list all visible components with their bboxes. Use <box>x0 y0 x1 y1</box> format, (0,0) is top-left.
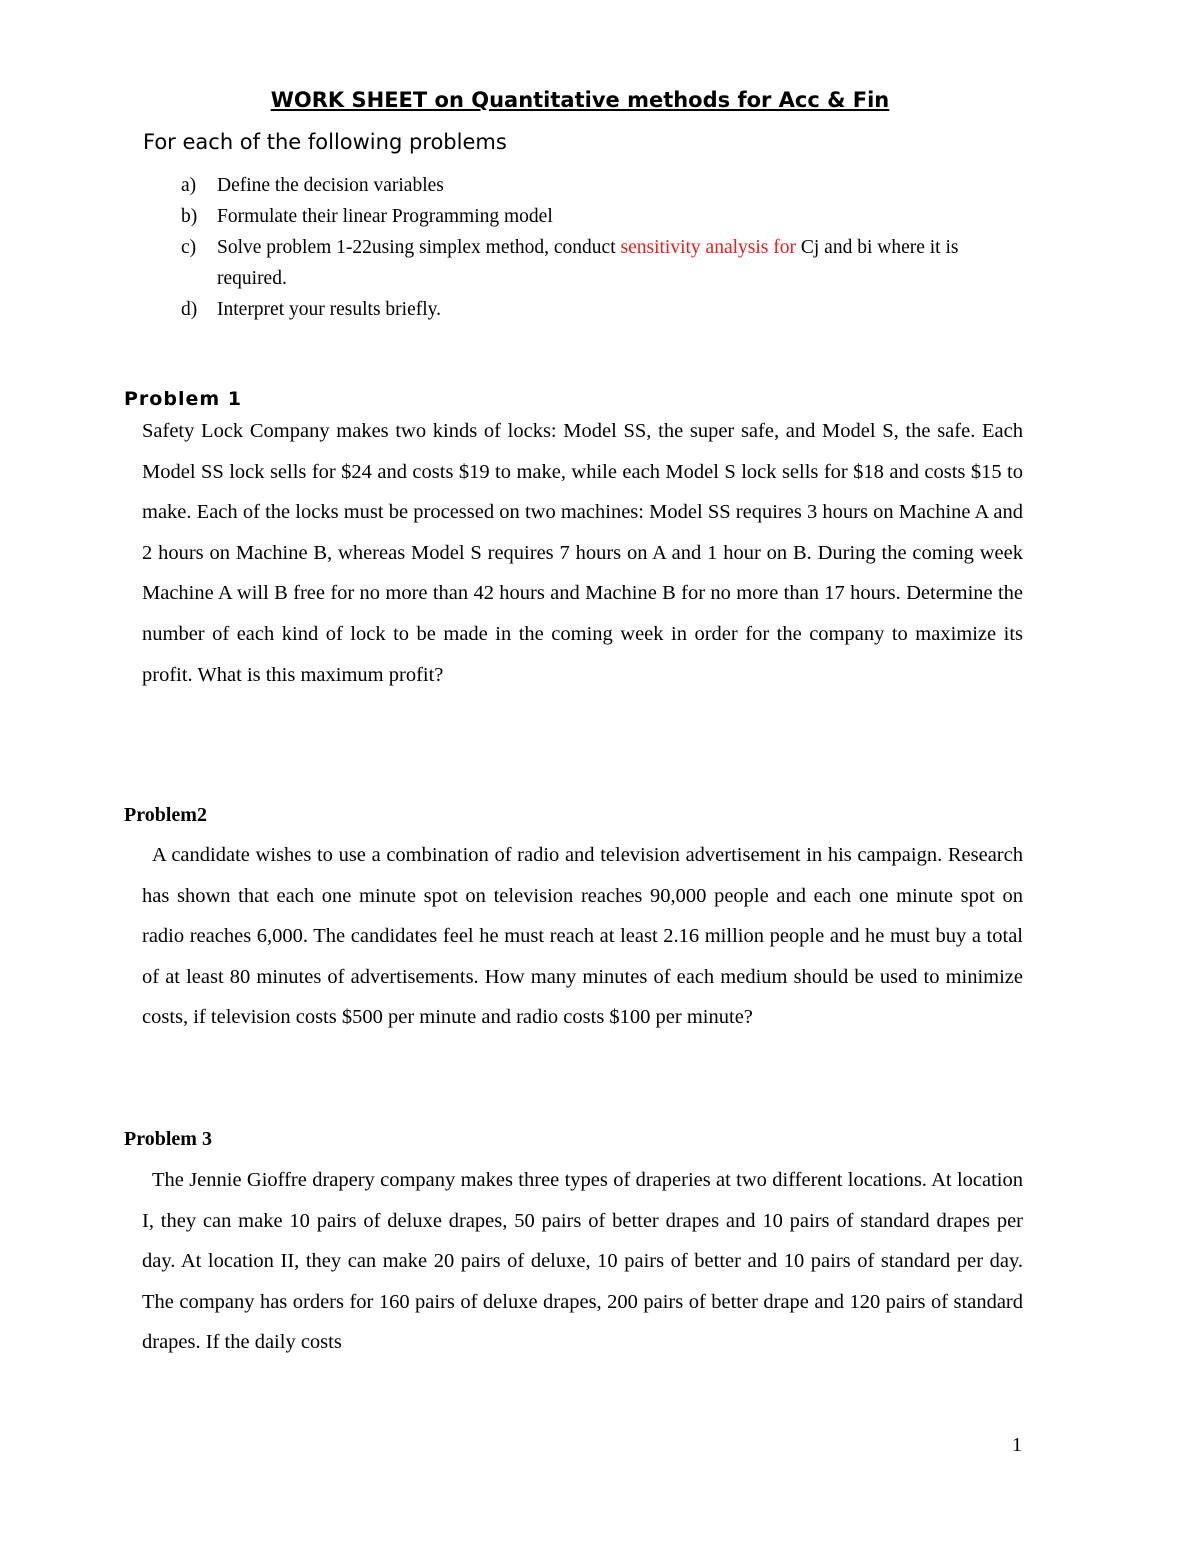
problem-3-text: The Jennie Gioffre drapery company makes three types of draperies at two different locations. At location I, they can make 10 pairs of deluxe drapes, 50 pairs of better drapes and 10 pairs of standard drapes per day. At location II, they can make 20 pairs of deluxe, 10 pairs of better and 10 pairs of standard per day. The company has orders for 160 pairs of deluxe drapes, 200 pairs of better drape and 120 pairs of standard drapes. If the daily costs <box>142 1169 1023 1354</box>
instructions-intro: For each of the following problems <box>143 130 507 154</box>
instruction-list <box>181 170 1026 325</box>
list-item <box>181 170 1026 201</box>
list-marker: a) <box>181 175 197 196</box>
problem-2-text: A candidate wishes to use a combination of radio and television advertisement in his campaign. Research has shown that each one minute spot on television reaches 90,000 people and each one minute spot on radio reaches 6,000. The candidates feel he must reach at least 2.16 million people and he must buy a total of at least 80 minutes of advertisements. How many minutes of each medium should be used to minimize costs, if television costs $500 per minute and radio costs $100 per minute? <box>142 844 1023 1029</box>
list-marker: d) <box>181 299 198 320</box>
list-item-text: Formulate their linear Programming model <box>217 206 553 227</box>
problem-1-text: Safety Lock Company makes two kinds of locks: Model SS, the super safe, and Model S, the safe. Each Model SS lock sells for $24 and costs $19 to make, while each Model S lock sells for $18 and costs $15 to make. Each of the locks must be processed on two machines: Model SS requires 3 hours on Machine A and 2 hours on Machine B, whereas Model S requires 7 hours on A and 1 hour on B. During the coming week Machine A will B free for no more than 42 hours and Machine B for no more than 17 hours. Determine the number of each kind of lock to be made in the coming week in order for the company to maximize its profit. What is this maximum profit? <box>142 420 1023 686</box>
highlighted-text: sensitivity analysis for <box>620 237 796 258</box>
list-item <box>181 294 1026 325</box>
list-marker: b) <box>181 206 198 227</box>
list-marker: c) <box>181 237 197 258</box>
list-item-text: Solve problem 1-22using simplex method, conduct <box>217 237 621 258</box>
list-item <box>181 201 1026 232</box>
problem-1-heading: Problem 1 <box>124 388 242 410</box>
list-item-text: Define the decision variables <box>217 175 444 196</box>
problem-3-heading: Problem 3 <box>124 1128 212 1150</box>
list-item-text: Cj and bi where it is required. <box>217 237 959 289</box>
list-item-text: Interpret your results briefly. <box>217 299 441 320</box>
list-item <box>181 232 1026 294</box>
worksheet-title: WORK SHEET on Quantitative methods for Acc & Fin <box>270 88 890 112</box>
page-number: 1 <box>1012 1434 1022 1456</box>
problem-2-heading: Problem2 <box>124 804 207 826</box>
